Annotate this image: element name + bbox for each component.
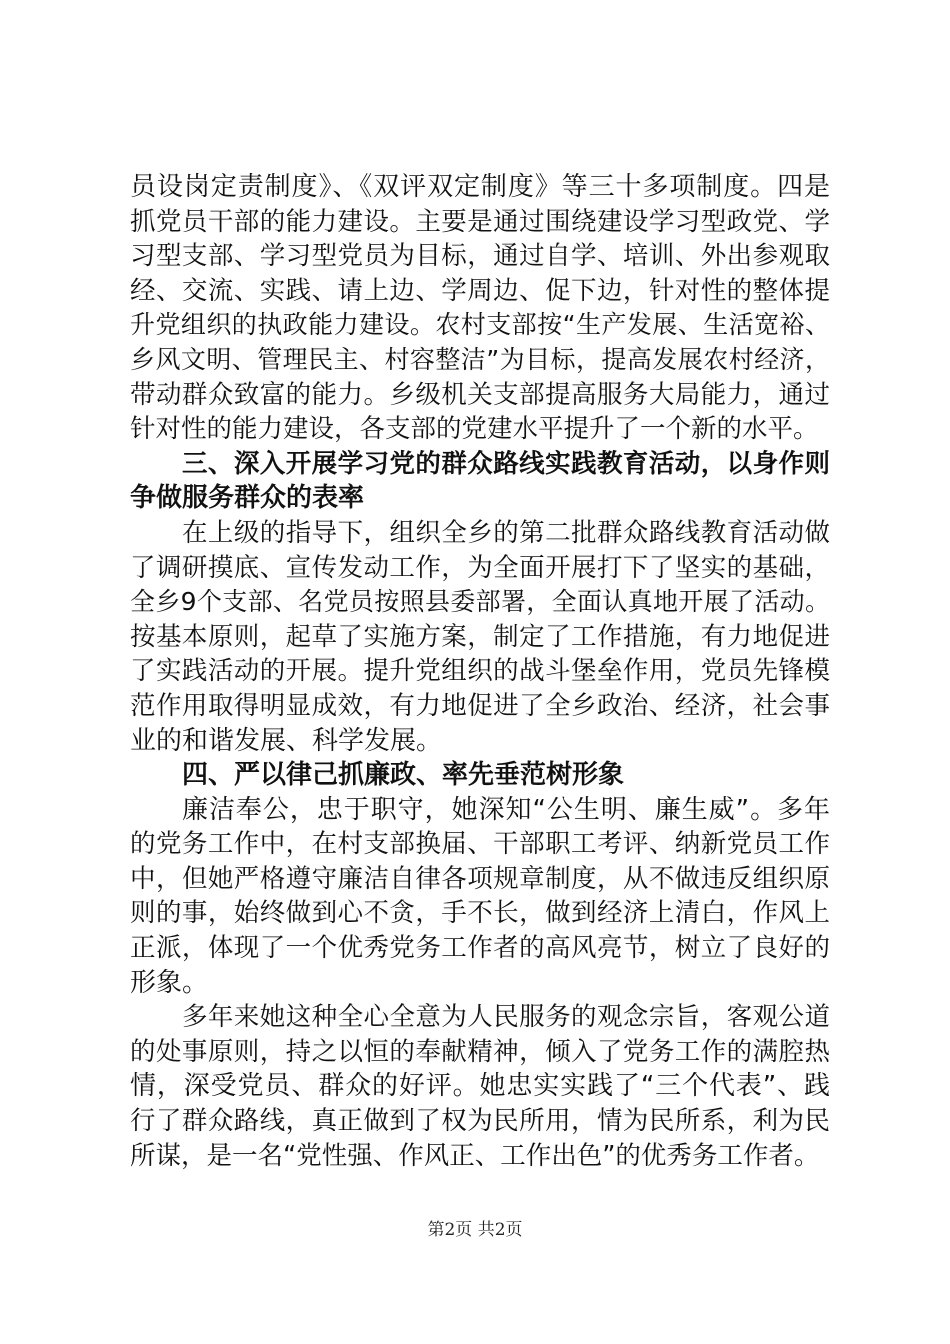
paragraph-line: 抓党员干部的能力建设。主要是通过围绕建设学习型政党、学	[130, 206, 830, 237]
section-heading: 争做服务群众的表率	[130, 483, 365, 514]
paragraph-line: 经、交流、实践、请上边、学周边、促下边，针对性的整体提	[130, 275, 830, 306]
document-body	[130, 170, 830, 1173]
paragraph-line: 正派，体现了一个优秀党务工作者的高风亮节，树立了良好的	[130, 933, 830, 964]
paragraph-line: 的党务工作中，在村支部换届、干部职工考评、纳新党员工作	[130, 829, 830, 860]
paragraph-line: 按基本原则，起草了实施方案，制定了工作措施，有力地促进	[130, 621, 830, 652]
paragraph-line: 形象。	[130, 967, 209, 998]
paragraph-line: 针对性的能力建设，各支部的党建水平提升了一个新的水平。	[130, 414, 819, 445]
paragraph-line: 带动群众致富的能力。乡级机关支部提高服务大局能力，通过	[130, 379, 830, 410]
paragraph-line: 了调研摸底、宣传发动工作，为全面开展打下了坚实的基础，	[130, 552, 830, 583]
paragraph-line: 行了群众路线，真正做到了权为民所用，情为民所系，利为民	[130, 1106, 830, 1137]
paragraph-line: 升党组织的执政能力建设。农村支部按“生产发展、生活宽裕、	[130, 310, 830, 340]
paragraph-line: 廉洁奉公，忠于职守，她深知“公生明、廉生威”。多年	[182, 794, 830, 825]
paragraph-line: 多年来她这种全心全意为人民服务的观念宗旨，客观公道	[182, 1002, 830, 1033]
paragraph-line: 则的事，始终做到心不贪，手不长，做到经济上清白，作风上	[130, 898, 830, 929]
paragraph-line: 范作用取得明显成效，有力地促进了全乡政治、经济，社会事	[130, 690, 830, 721]
paragraph-line: 员设岗定责制度》、《双评双定制度》等三十多项制度。四是	[130, 172, 830, 202]
paragraph-line: 乡风文明、管理民主、村容整洁”为目标，提高发展农村经济，	[130, 344, 830, 374]
paragraph-line: 情，深受党员、群众的好评。她忠实实践了“三个代表”、践	[130, 1071, 830, 1102]
paragraph-line: 的处事原则，持之以恒的奉献精神，倾入了党务工作的满腔热	[130, 1036, 830, 1067]
section-heading: 三、深入开展学习党的群众路线实践教育活动，以身作则	[182, 448, 830, 479]
paragraph-line: 所谋，是一名“党性强、作风正、工作出色”的优秀务工作者。	[130, 1140, 820, 1171]
paragraph-line: 全乡9个支部、名党员按照县委部署，全面认真地开展了活动。	[130, 587, 830, 617]
section-heading: 四、严以律己抓廉政、率先垂范树形象	[182, 760, 625, 791]
page-number: 第2页 共2页	[427, 1220, 523, 1240]
paragraph-line: 了实践活动的开展。提升党组织的战斗堡垒作用，党员先锋模	[130, 656, 830, 687]
paragraph-line: 中，但她严格遵守廉洁自律各项规章制度，从不做违反组织原	[130, 863, 830, 894]
paragraph-line: 在上级的指导下，组织全乡的第二批群众路线教育活动做	[182, 517, 830, 548]
paragraph-line: 习型支部、学习型党员为目标，通过自学、培训、外出参观取	[130, 241, 830, 272]
paragraph-line: 业的和谐发展、科学发展。	[130, 725, 443, 756]
